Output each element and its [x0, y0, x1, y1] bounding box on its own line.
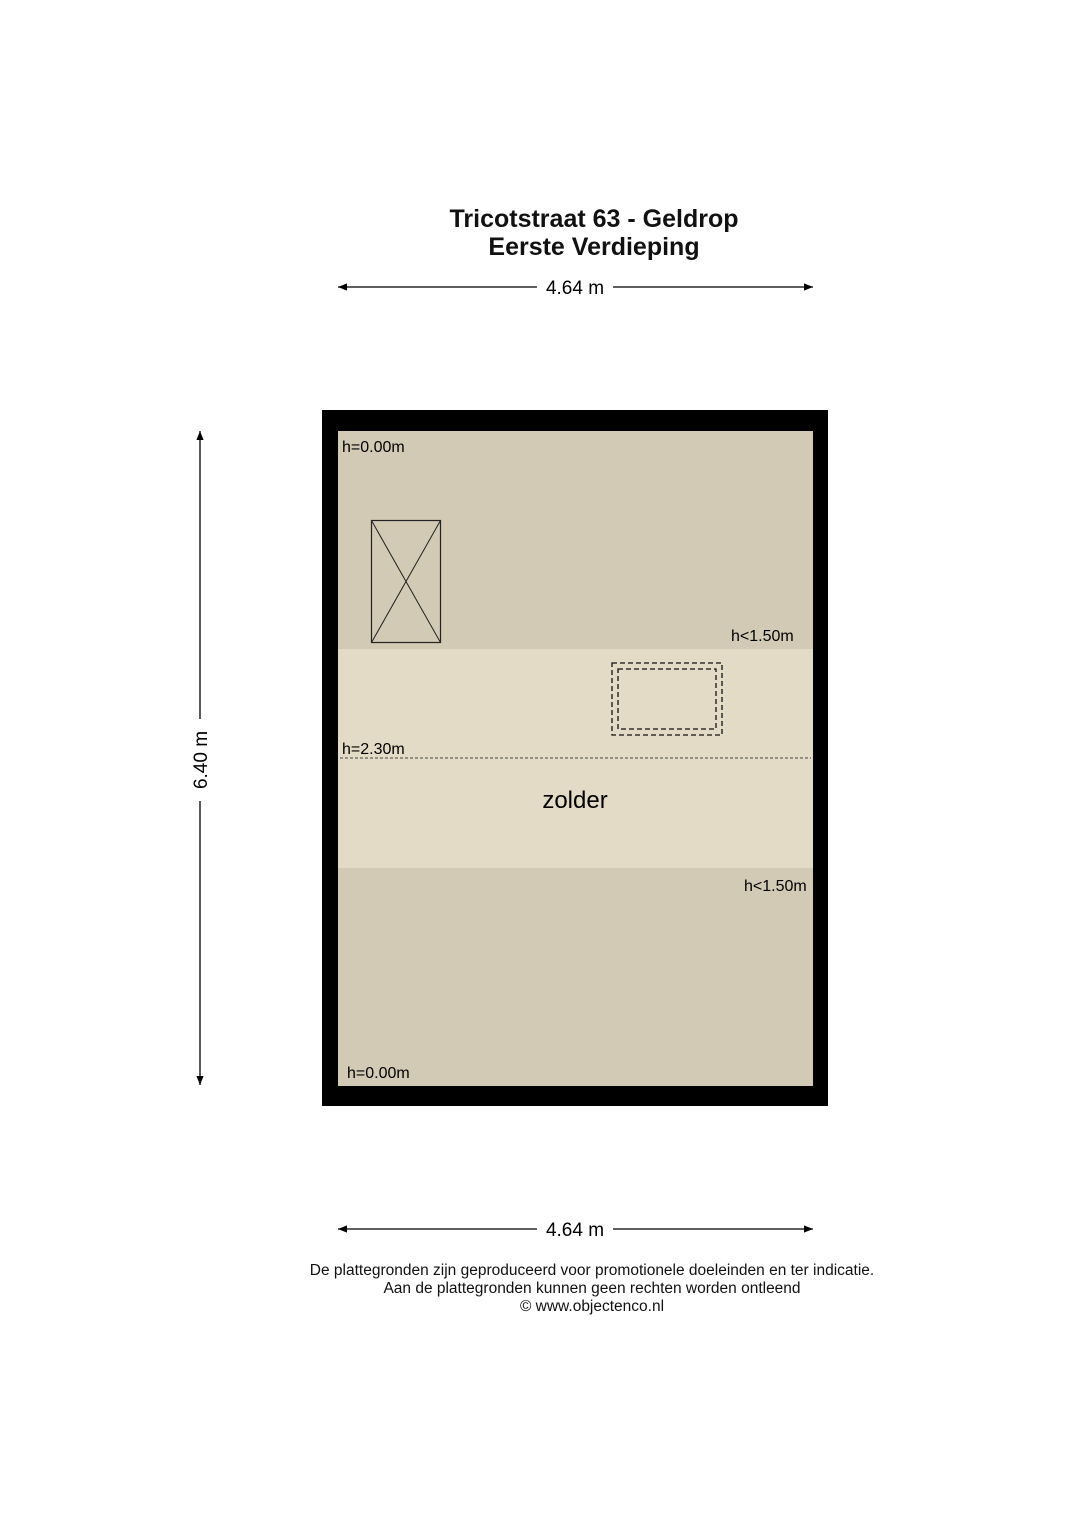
room-name: zolder — [542, 787, 608, 814]
disclaimer-line-2: Aan de plattegronden kunnen geen rechten worden ontleend — [383, 1280, 801, 1297]
left-dimension-label: 6.40 m — [191, 730, 212, 790]
bottom-dimension — [338, 1220, 813, 1241]
low-ceiling-zone-top — [338, 431, 813, 649]
height-label-top-left: h=0.00m — [342, 439, 405, 456]
top-dimension — [338, 278, 813, 299]
bottom-dimension-label: 4.64 m — [545, 1220, 605, 1241]
height-label-top-right: h<1.50m — [731, 628, 794, 645]
plan-floor-title: Eerste Verdieping — [488, 233, 700, 261]
height-label-lower-right: h<1.50m — [744, 878, 807, 895]
low-ceiling-zone-bottom — [338, 868, 813, 1086]
top-dimension-label: 4.64 m — [545, 278, 605, 299]
left-dimension — [191, 431, 212, 1085]
disclaimer-line-1: De plattegronden zijn geproduceerd voor promotionele doeleinden en ter indicatie. — [309, 1262, 875, 1279]
height-label-bottom-left: h=0.00m — [347, 1065, 410, 1082]
plan-address-title: Tricotstraat 63 - Geldrop — [449, 205, 739, 233]
copyright-line: © www.objectenco.nl — [519, 1298, 665, 1315]
height-label-middle: h=2.30m — [342, 741, 405, 758]
